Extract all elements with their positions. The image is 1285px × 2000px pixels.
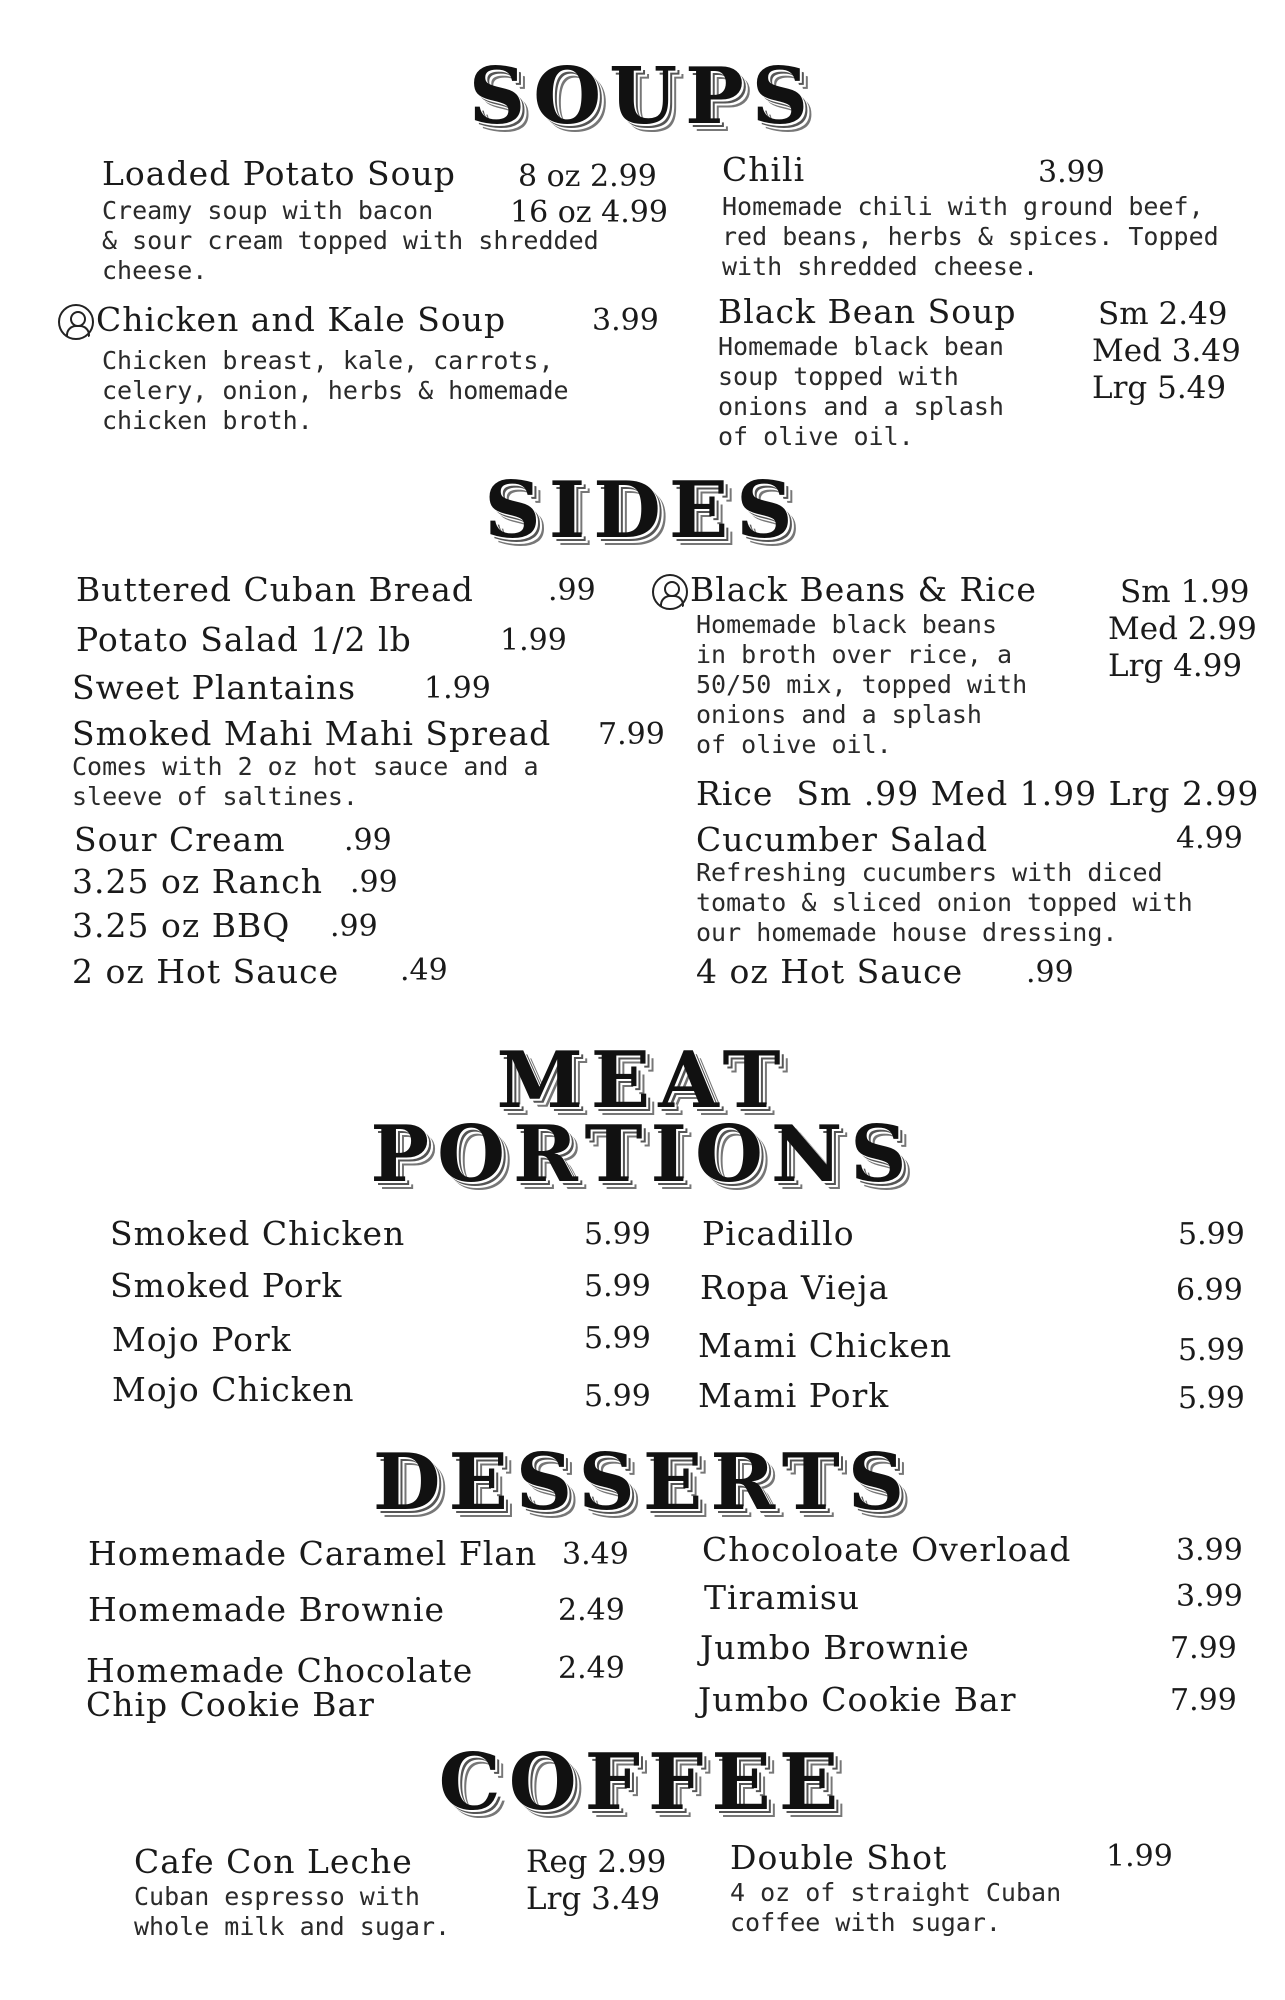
item-price: 3.99 <box>592 303 659 338</box>
item-price: 4.99 <box>1176 821 1243 856</box>
side-item <box>74 822 286 858</box>
item-price: 3.99 <box>1176 1579 1243 1614</box>
meat-item <box>702 1216 855 1252</box>
item-name: Mojo Chicken <box>112 1370 355 1409</box>
side-item <box>72 954 339 990</box>
item-name: Jumbo Cookie Bar <box>698 1680 1017 1719</box>
soups-heading: SOUPS <box>468 51 817 142</box>
item-name: 3.25 oz BBQ <box>72 906 291 945</box>
item-price: 3.99 <box>1038 155 1105 190</box>
item-name: Black Beans & Rice <box>690 570 1037 609</box>
item-name: Homemade Brownie <box>88 1590 446 1629</box>
item-price: .99 <box>1026 955 1074 990</box>
item-price: 3.49 <box>562 1537 629 1572</box>
chili <box>722 152 1219 282</box>
item-name: Smoked Chicken <box>110 1214 406 1253</box>
item-price: 5.99 <box>584 1269 651 1304</box>
size-price: Lrg 3.49 <box>526 1881 661 1917</box>
side-item <box>696 954 963 990</box>
meat-item <box>112 1372 355 1408</box>
item-name: Black Bean Soup <box>718 292 1017 331</box>
item-name: Jumbo Brownie <box>700 1628 970 1667</box>
meat-item <box>698 1328 952 1364</box>
item-price: 5.99 <box>584 1217 651 1252</box>
item-name: 2 oz Hot Sauce <box>72 952 340 991</box>
dessert-item <box>86 1651 474 1724</box>
black-bean-soup-sizes <box>1092 296 1241 407</box>
item-price: 3.99 <box>1176 1533 1243 1568</box>
item-name: Rice Sm .99 Med 1.99 Lrg 2.99 <box>696 774 1260 813</box>
item-price: 5.99 <box>584 1379 651 1414</box>
item-name: Smoked Pork <box>110 1266 343 1305</box>
item-name: Tiramisu <box>704 1578 861 1617</box>
item-price: .99 <box>344 823 392 858</box>
meat-item <box>112 1322 292 1358</box>
item-price: 5.99 <box>1178 1381 1245 1416</box>
item-price: 2.49 <box>558 1593 625 1628</box>
double-shot <box>730 1840 1061 1938</box>
dessert-item <box>88 1592 445 1628</box>
item-description: & sour cream topped with shredded cheese. <box>102 226 599 286</box>
item-price: 7.99 <box>1170 1683 1237 1718</box>
cafe-con-leche-sizes <box>526 1844 666 1918</box>
side-item <box>76 622 412 658</box>
meat-item <box>110 1216 405 1252</box>
item-price: 1.99 <box>424 671 491 706</box>
item-price: .99 <box>548 573 596 608</box>
item-price: 5.99 <box>1178 1217 1245 1252</box>
item-name: Chocoloate Overload <box>702 1530 1072 1569</box>
desserts-heading: DESSERTS <box>372 1437 913 1528</box>
item-price: 2.49 <box>558 1651 625 1686</box>
item-description: Homemade chili with ground beef, red beans, herbs & spices. Topped with shredded cheese. <box>722 192 1219 282</box>
item-name: Cafe Con Leche <box>134 1842 413 1881</box>
portions-heading: PORTIONS <box>370 1109 915 1200</box>
item-name: Potato Salad 1/2 lb <box>76 620 412 659</box>
item-name: Sweet Plantains <box>72 668 357 707</box>
item-name: Sour Cream <box>74 820 286 859</box>
item-name: Homemade Caramel Flan <box>88 1534 538 1573</box>
meat-item <box>700 1270 889 1306</box>
item-name: Chili <box>722 150 806 189</box>
item-description: Refreshing cucumbers with diced tomato & sliced onion topped with our homemade house dressing. <box>696 858 1193 948</box>
cucumber-salad <box>696 822 1193 948</box>
item-price: 6.99 <box>1176 1273 1243 1308</box>
sides-heading: SIDES <box>484 465 801 556</box>
size-price: Med 3.49 <box>1092 333 1241 369</box>
item-price: 7.99 <box>598 717 665 752</box>
item-name: Picadillo <box>702 1214 855 1253</box>
item-name: Ropa Vieja <box>700 1268 890 1307</box>
item-price: 16 oz 4.99 <box>510 195 668 230</box>
size-price: Lrg 5.49 <box>1092 370 1227 406</box>
meat-item <box>698 1378 889 1414</box>
dessert-item <box>88 1536 537 1572</box>
meat-item <box>110 1268 342 1304</box>
size-price: Lrg 4.99 <box>1108 648 1243 684</box>
item-name: Buttered Cuban Bread <box>76 570 474 609</box>
chef-badge-icon <box>652 574 688 610</box>
side-item <box>76 572 474 608</box>
black-beans-rice <box>652 572 1037 760</box>
side-item <box>72 864 323 900</box>
item-description: Chicken breast, kale, carrots, celery, onion, herbs & homemade chicken broth. <box>102 346 569 435</box>
item-price: 5.99 <box>1178 1333 1245 1368</box>
item-description: 4 oz of straight Cuban coffee with sugar. <box>730 1878 1062 1938</box>
item-price: .99 <box>350 865 398 900</box>
black-beans-rice-sizes <box>1108 574 1257 685</box>
item-description: Homemade black beans in broth over rice, a 50/50 mix, topped with onions and a splash of olive oil. <box>696 610 1028 759</box>
item-description: Cuban espresso with whole milk and sugar. <box>134 1882 451 1942</box>
item-price: 7.99 <box>1170 1631 1237 1666</box>
item-description: Creamy soup with bacon <box>102 196 434 226</box>
item-name: Chicken and Kale Soup <box>96 300 507 339</box>
item-description: Homemade black bean soup topped with onions and a splash of olive oil. <box>718 332 1004 452</box>
item-price: .49 <box>400 953 448 988</box>
size-price: Med 2.99 <box>1108 611 1257 647</box>
dessert-item <box>698 1682 1017 1718</box>
black-bean-soup <box>718 294 1017 452</box>
coffee-heading: COFFEE <box>438 1737 847 1828</box>
dessert-item <box>702 1532 1071 1568</box>
item-price: 1.99 <box>1106 1839 1173 1874</box>
side-item <box>72 670 356 706</box>
chicken-kale-soup <box>58 302 569 436</box>
chef-badge-icon <box>58 304 94 340</box>
side-item <box>72 908 290 944</box>
dessert-item <box>704 1580 860 1616</box>
item-price: 1.99 <box>500 623 567 658</box>
size-price: Sm 1.99 <box>1120 574 1250 610</box>
item-name: 3.25 oz Ranch <box>72 862 323 901</box>
item-name: Cucumber Salad <box>696 820 989 859</box>
item-name: Loaded Potato Soup <box>102 154 456 193</box>
size-price: Sm 2.49 <box>1098 296 1228 332</box>
cafe-con-leche <box>134 1844 450 1942</box>
meat-heading: MEAT <box>496 1035 789 1126</box>
item-price: .99 <box>330 909 378 944</box>
item-name: 4 oz Hot Sauce <box>696 952 964 991</box>
item-name: Mami Pork <box>698 1376 890 1415</box>
rice <box>696 776 1259 812</box>
item-price: 5.99 <box>584 1321 651 1356</box>
item-price: 8 oz 2.99 <box>518 159 657 194</box>
size-price: Reg 2.99 <box>526 1844 667 1880</box>
item-name: Smoked Mahi Mahi Spread <box>72 714 552 753</box>
item-name: Double Shot <box>730 1838 948 1877</box>
item-name: Homemade Chocolate Chip Cookie Bar <box>86 1651 474 1724</box>
item-name: Mami Chicken <box>698 1326 953 1365</box>
item-description: Comes with 2 oz hot sauce and a sleeve of saltines. <box>72 752 539 812</box>
dessert-item <box>700 1630 970 1666</box>
item-name: Mojo Pork <box>112 1320 292 1359</box>
side-item <box>72 716 551 812</box>
